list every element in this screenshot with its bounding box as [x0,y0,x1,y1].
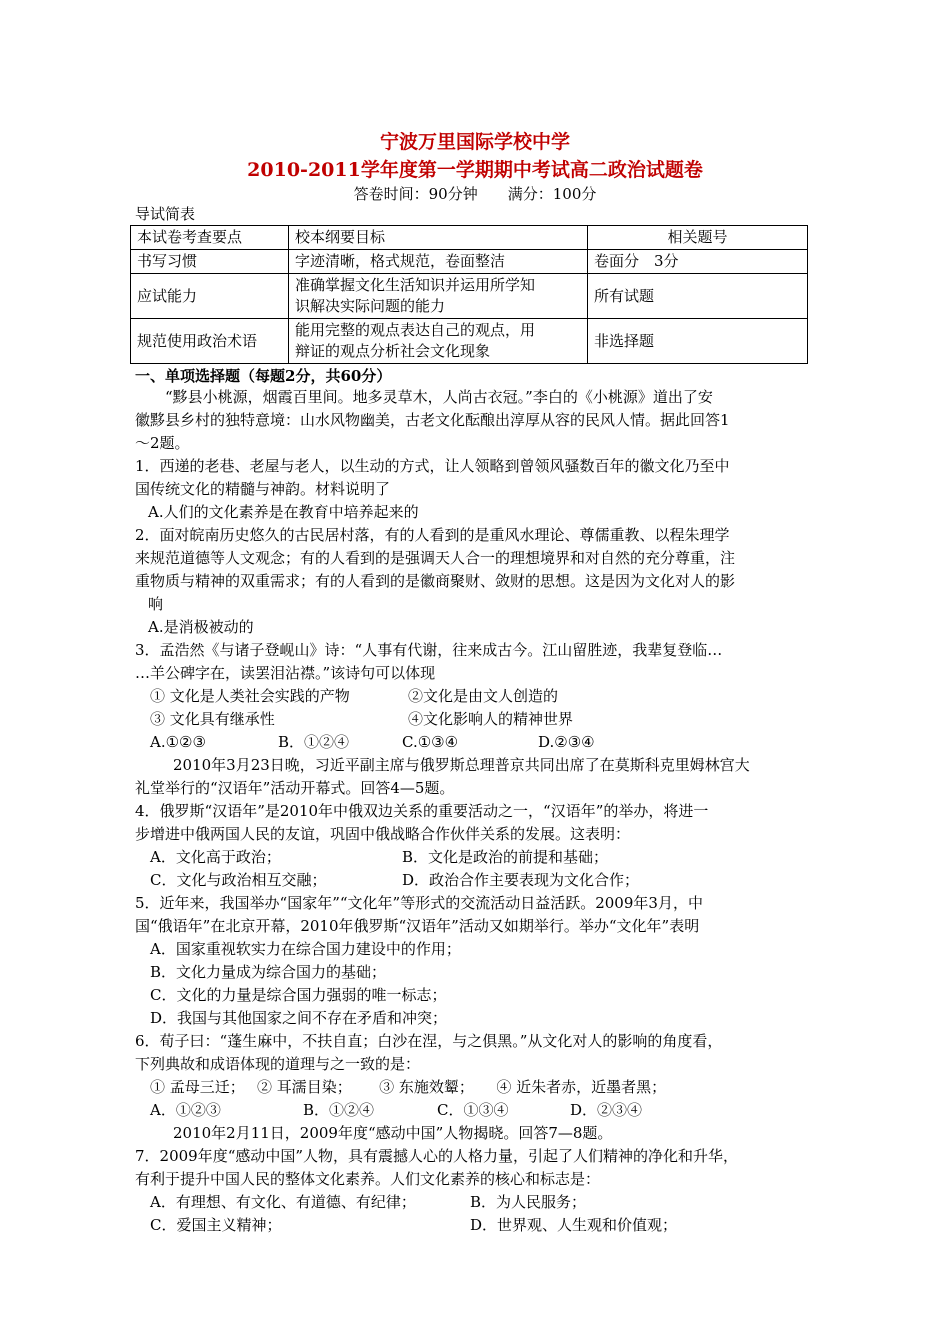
question-4: 步增进中俄两国人民的友谊，巩固中俄战略合作伙伴关系的发展。这表明： [135,825,631,843]
question-3: 3．孟浩然《与诸子登岘山》诗：“人事有代谢，往来成古今。江山留胜迹，我辈复登临… [135,641,723,659]
table-cell [289,274,588,319]
question-7-option: A．有理想、有文化、有道德、有纪律； [150,1193,416,1211]
question-4-option: D．政治合作主要表现为文化合作； [402,871,640,889]
table-row [131,250,808,274]
question-4-option: C．文化与政治相互交融； [150,871,327,889]
table-row [131,319,808,364]
question-6-option: A．①②③ [150,1101,221,1119]
question-7: 有利于提升中国人民的整体文化素养。人们文化素养的核心和标志是： [135,1170,601,1188]
table-cell: 卷面分 3分 [588,250,808,274]
question-1: 1．西递的老巷、老屋与老人，以生动的方式，让人领略到曾领风骚数百年的徽文化乃至中 [135,457,730,475]
exam-time-info: 答卷时间：90分钟 满分：100分 [353,185,597,203]
table-header-cell: 本试卷考查要点 [131,226,289,250]
intro-text: 2010年2月11日，2009年度“感动中国”人物揭晓。回答7—8题。 [173,1124,613,1142]
table-cell: 字迹清晰，格式规范，卷面整洁 [289,250,588,274]
question-5-option: A．国家重视软实力在综合国力建设中的作用； [150,940,461,958]
table-cell-line: 辩证的观点分析社会文化现象 [295,342,491,360]
question-7: 7．2009年度“感动中国”人物，具有震撼人心的人格力量，引起了人们精神的净化和升华， [135,1147,739,1165]
table-cell: 规范使用政治术语 [131,319,289,364]
question-5: 5．近年来，我国举办“国家年”“文化年”等形式的交流活动日益活跃。2009年3月，中 [135,894,703,912]
question-5-option: B．文化力量成为综合国力的基础； [150,963,387,981]
question-5-option: D．我国与其他国家之间不存在矛盾和冲突； [150,1009,448,1027]
table-header-cell: 相关题号 [588,226,808,250]
question-5: 国“俄语年”在北京开幕，2010年俄罗斯“汉语年”活动又如期举行。举办“文化年”表明 [135,917,700,935]
question-4: 4．俄罗斯“汉语年”是2010年中俄双边关系的重要活动之一，“汉语年”的举办，将进一 [135,802,709,820]
question-1: 国传统文化的精髓与神韵。材料说明了 [135,480,391,498]
intro-text: ～2题。 [135,434,190,452]
table-row [131,274,808,319]
question-3-statement: ④文化影响人的精神世界 [408,710,574,728]
question-5-option: C．文化的力量是综合国力强弱的唯一标志； [150,986,447,1004]
table-cell-line: 能用完整的观点表达自己的观点，用 [295,321,536,339]
intro-text: 2010年3月23日晚，习近平副主席与俄罗斯总理普京共同出席了在莫斯科克里姆林宫大 [173,756,750,774]
question-7-option: C．爱国主义精神； [150,1216,282,1234]
question-6-statements: ① 孟母三迁； ② 耳濡目染； ③ 东施效颦； ④ 近朱者赤，近墨者黑； [150,1078,667,1096]
intro-text: 徽黟县乡村的独特意境：山水风物幽美，古老文化酝酿出淳厚从容的民风人情。据此回答1 [135,411,730,429]
question-2: 响 [148,595,164,613]
question-4-option: B．文化是政治的前提和基础； [402,848,609,866]
question-3-statement: ③ 文化具有继承性 [150,710,275,728]
question-3-statement: ① 文化是人类社会实践的产物 [150,687,350,705]
question-6: 下列典故和成语体现的道理与之一致的是： [135,1055,421,1073]
question-7-option: D．世界观、人生观和价值观； [470,1216,678,1234]
question-6-option: C．①③④ [437,1101,509,1119]
question-6-option: D．②③④ [570,1101,643,1119]
guide-table [130,225,808,364]
question-3: …羊公碑字在，读罢泪沾襟。”该诗句可以体现 [135,664,436,682]
intro-text: “黟县小桃源，烟霞百里间。地多灵草木，人尚古衣冠。”李白的《小桃源》道出了安 [165,388,713,406]
question-7-option: B．为人民服务； [470,1193,587,1211]
section-heading: 一、单项选择题（每题2分，共60分） [135,367,392,385]
question-3-statement: ②文化是由文人创造的 [408,687,559,705]
question-2: 来规范道德等人文观念；有的人看到的是强调天人合一的理想境界和对自然的充分尊重，注 [135,549,736,567]
question-3-option: D.②③④ [538,733,595,751]
table-header-row [131,226,808,250]
question-1-option: A.人们的文化素养是在教育中培养起来的 [148,503,419,521]
guide-caption: 导试简表 [135,205,196,223]
question-2-option: A.是消极被动的 [148,618,254,636]
intro-text: 礼堂举行的“汉语年”活动开幕式。回答4—5题。 [135,779,455,797]
question-2: 重物质与精神的双重需求；有的人看到的是徽商聚财、敛财的思想。这是因为文化对人的影 [135,572,736,590]
question-4-option: A．文化高于政治； [150,848,281,866]
table-header-cell: 校本纲要目标 [289,226,588,250]
question-6-option: B．①②④ [303,1101,375,1119]
question-3-option: A.①②③ [150,733,206,751]
table-cell [289,319,588,364]
table-cell: 应试能力 [131,274,289,319]
table-cell: 非选择题 [588,319,808,364]
question-3-option: C.①③④ [402,733,459,751]
exam-title: 2010-2011学年度第一学期期中考试高二政治试题卷 [247,159,703,181]
table-cell: 所有试题 [588,274,808,319]
table-cell-line: 准确掌握文化生活知识并运用所学知 [295,276,536,294]
question-6: 6．荀子曰：“蓬生麻中，不扶自直；白沙在涅，与之俱黑。”从文化对人的影响的角度看， [135,1032,723,1050]
question-3-option: B．①②④ [278,733,350,751]
table-cell: 书写习惯 [131,250,289,274]
question-2: 2．面对皖南历史悠久的古民居村落，有的人看到的是重风水理论、尊儒重教、以程朱理学 [135,526,730,544]
table-cell-line: 识解决实际问题的能力 [295,297,446,315]
school-title: 宁波万里国际学校中学 [379,131,570,153]
